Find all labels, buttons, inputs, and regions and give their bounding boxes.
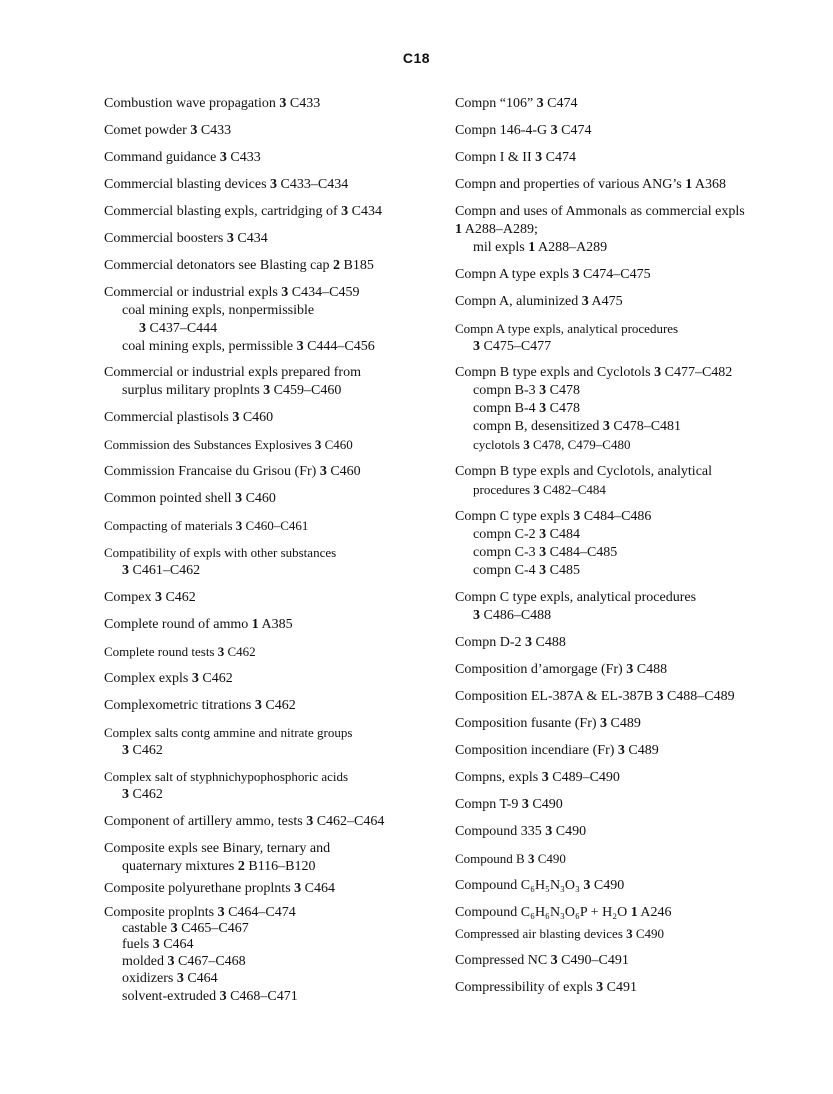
index-subentry (104, 338, 439, 356)
entry-text: Complete round tests (104, 644, 218, 659)
index-subentry (455, 400, 805, 418)
entry-text: coal mining expls, nonpermissible (122, 303, 315, 318)
volume-number: 3 (523, 437, 530, 452)
entry-text: Compn and uses of Ammonals as commercial expls (455, 204, 745, 219)
page-reference: C460 (242, 491, 276, 506)
page-reference: C462 (161, 590, 196, 605)
entry-text: Common pointed shell (104, 491, 236, 506)
page-reference: C444–C456 (303, 339, 375, 354)
volume-number: 3 (533, 482, 540, 497)
entry-text: Compn I & II (455, 150, 536, 165)
entry-text: solvent-extruded (122, 989, 220, 1004)
entry-text: Commercial detonators see Blasting cap (104, 258, 333, 273)
volume-number: 3 (235, 518, 243, 533)
entry-text: cyclotols (473, 437, 524, 452)
page-reference: C484–C486 (580, 509, 652, 524)
volume-number: 2 (333, 258, 340, 273)
page-reference: C489 (607, 716, 641, 731)
entry-text: coal mining expls, permissible (122, 339, 297, 354)
index-entry (104, 203, 439, 221)
entry-text: Composition d’amorgage (Fr) (455, 662, 627, 677)
index-subentry (104, 786, 439, 804)
entry-text: Combustion wave propagation (104, 96, 280, 111)
index-entry (104, 697, 439, 715)
page-reference: C484–C485 (546, 545, 618, 560)
page-reference: C462–C464 (313, 814, 385, 829)
index-entry (104, 517, 439, 535)
index-entry (104, 257, 439, 275)
volume-number: 3 (581, 294, 589, 309)
index-subentry (455, 481, 805, 499)
entry-text: Compatibility of expls with other substances (104, 545, 337, 560)
entry-text: compn B-3 (473, 383, 540, 398)
entry-text: Compn T-9 (455, 797, 522, 812)
volume-number: 3 (319, 464, 327, 479)
index-entry (455, 952, 805, 970)
volume-number: 3 (600, 716, 608, 731)
page-reference: C486–C488 (480, 608, 552, 623)
page-reference: A246 (637, 905, 672, 920)
index-entry (455, 149, 805, 167)
index-entry (104, 544, 439, 562)
index-subentry (104, 936, 439, 954)
volume-number: 3 (191, 671, 199, 686)
entry-text: Compound C₆H₆N₃O₆P + H₂O (455, 905, 631, 920)
entry-text: Complex salt of styphnichypophosphoric acids (104, 769, 349, 784)
index-entry (455, 979, 805, 997)
volume-number: 3 (341, 204, 349, 219)
index-entry (455, 203, 805, 221)
index-subentry (104, 988, 439, 1006)
entry-text: Compn and properties of various ANG’s (455, 177, 686, 192)
volume-number: 3 (626, 662, 634, 677)
volume-number: 3 (167, 954, 175, 969)
entry-text: Compressed air blasting devices (455, 926, 627, 941)
page-reference: C478–C481 (609, 419, 682, 434)
entry-text: Complexometric titrations (104, 698, 255, 713)
index-entry (104, 122, 439, 140)
volume-number: 3 (617, 743, 625, 758)
entry-text: surplus military proplnts (122, 383, 264, 398)
volume-number: 3 (656, 689, 664, 704)
entry-text: Commercial or industrial expls prepared from (104, 365, 361, 380)
volume-number: 3 (219, 989, 227, 1004)
page-reference: C474 (543, 96, 578, 111)
index-subentry (455, 418, 805, 436)
page-reference: C434–C459 (288, 285, 360, 300)
page-reference: C460 (321, 437, 353, 452)
page-reference: C462 (261, 698, 296, 713)
index-entry (455, 364, 805, 382)
entry-text: compn C-4 (473, 563, 540, 578)
volume-number: 3 (217, 905, 225, 920)
entry-text: Compound 335 (455, 824, 546, 839)
volume-number: 3 (176, 971, 184, 986)
entry-text: Composition incendiare (Fr) (455, 743, 618, 758)
page-reference: C482–C484 (539, 482, 606, 497)
index-entry (104, 670, 439, 688)
page-reference: C489 (624, 743, 659, 758)
index-entry (104, 436, 439, 454)
entry-text: Commercial boosters (104, 231, 227, 246)
entry-text: Comet powder (104, 123, 191, 138)
index-subentry (104, 562, 439, 580)
volume-number: 3 (170, 921, 178, 936)
page-reference: C491 (603, 980, 638, 995)
index-entry (455, 796, 805, 814)
entry-text: compn C-3 (473, 545, 540, 560)
volume-number: 3 (122, 743, 129, 758)
volume-number: 3 (473, 608, 480, 623)
volume-number: 3 (122, 787, 129, 802)
index-entry (455, 823, 805, 841)
index-entry (455, 508, 805, 526)
volume-number: 3 (219, 150, 227, 165)
index-entry (104, 364, 439, 382)
index-entry (104, 176, 439, 194)
volume-number: 3 (573, 509, 581, 524)
page-reference: A288–A289; (462, 222, 538, 237)
entry-text: Component of artillery ammo, tests (104, 814, 307, 829)
volume-number: 3 (217, 644, 225, 659)
entry-text: oxidizers (122, 971, 177, 986)
entry-text: Commission Francaise du Grisou (Fr) (104, 464, 320, 479)
page-reference: C478, C479–C480 (529, 437, 631, 452)
page-reference: B185 (340, 258, 374, 273)
index-entry (455, 904, 805, 922)
index-entry (104, 230, 439, 248)
index-subentry (455, 436, 805, 454)
entry-text: Compn B type expls and Cyclotols (455, 365, 655, 380)
page-reference: C477–C482 (661, 365, 733, 380)
index-subentry (455, 562, 805, 580)
page-reference: C468–C471 (226, 989, 298, 1004)
page-reference: C490 (534, 851, 566, 866)
page-reference: C475–C477 (480, 339, 552, 354)
page-reference: C462 (129, 787, 163, 802)
index-entry (104, 284, 439, 302)
page-reference: C467–C468 (174, 954, 246, 969)
entry-text: Compex (104, 590, 155, 605)
volume-number: 3 (539, 527, 547, 542)
entry-text: Composite expls see Binary, ternary and (104, 841, 331, 856)
index-entry (455, 176, 805, 194)
page-reference: C460 (239, 410, 274, 425)
volume-number: 3 (541, 770, 549, 785)
entry-text: mil expls (473, 240, 529, 255)
index-entry (455, 463, 805, 481)
volume-number: 1 (455, 222, 462, 237)
entry-text: Compound C₆H₅N₃O₃ (455, 878, 584, 893)
index-entry (455, 661, 805, 679)
volume-number: 3 (596, 980, 604, 995)
index-entry (104, 463, 439, 481)
index-subentry (104, 953, 439, 971)
entry-text: Commercial blasting devices (104, 177, 271, 192)
volume-number: 3 (281, 285, 289, 300)
volume-number: 3 (154, 590, 162, 605)
entry-text: Commercial plastisols (104, 410, 233, 425)
index-entry (104, 880, 439, 898)
page-reference: B116–B120 (244, 859, 316, 874)
page-reference: C488 (633, 662, 668, 677)
index-entry (455, 95, 805, 113)
volume-number: 3 (235, 491, 243, 506)
page-reference: C437–C444 (146, 321, 218, 336)
index-subentry (104, 742, 439, 760)
index-entry (104, 643, 439, 661)
volume-number: 1 (630, 905, 638, 920)
volume-number: 3 (539, 563, 547, 578)
entry-text: quaternary mixtures (122, 859, 238, 874)
entry-text: procedures (473, 482, 534, 497)
page-reference: C474 (557, 123, 592, 138)
page-number: C18 (402, 50, 431, 66)
index-entry (104, 840, 439, 858)
entry-text: Compacting of materials (104, 518, 236, 533)
index-entry (455, 769, 805, 787)
volume-number: 3 (583, 878, 591, 893)
volume-number: 3 (232, 410, 240, 425)
entry-text: Compound B (455, 851, 528, 866)
page-reference: C478 (546, 401, 580, 416)
page-reference: C478 (546, 383, 580, 398)
page-reference: C434 (348, 204, 383, 219)
entry-text: Complex expls (104, 671, 192, 686)
page-reference: C433 (226, 150, 261, 165)
volume-number: 3 (473, 339, 480, 354)
entry-text: Compn A type expls (455, 267, 573, 282)
volume-number: 3 (226, 231, 234, 246)
index-subentry (104, 858, 439, 876)
index-subentry (455, 607, 805, 625)
index-subentry (455, 382, 805, 400)
index-entry (455, 877, 805, 895)
index-entry (455, 742, 805, 760)
index-entry (455, 715, 805, 733)
volume-number: 3 (263, 383, 271, 398)
entry-text: Compn A type expls, analytical procedures (455, 321, 679, 336)
entry-text: Compn B type expls and Cyclotols, analytical (455, 464, 713, 479)
page-reference: C484 (546, 527, 580, 542)
index-entry (104, 589, 439, 607)
entry-text: Compn 146-4-G (455, 123, 551, 138)
index-entry (104, 95, 439, 113)
page-reference: C490 (528, 797, 563, 812)
page-reference: C464–C474 (224, 905, 296, 920)
page-reference: C462 (224, 644, 256, 659)
entry-text: Complete round of ammo (104, 617, 252, 632)
page-reference: C459–C460 (270, 383, 342, 398)
index-subentry (455, 239, 805, 257)
volume-number: 3 (539, 401, 547, 416)
index-subentry (455, 526, 805, 544)
page-reference: C488 (532, 635, 566, 650)
volume-number: 3 (306, 814, 314, 829)
index-entry (455, 925, 805, 943)
index-entry (455, 634, 805, 652)
volume-number: 3 (539, 383, 547, 398)
volume-number: 3 (525, 635, 532, 650)
volume-number: 2 (237, 859, 245, 874)
volume-number: 3 (122, 563, 129, 578)
page-reference: C462 (198, 671, 233, 686)
volume-number: 3 (572, 267, 580, 282)
volume-number: 3 (550, 123, 558, 138)
page-reference: C461–C462 (129, 563, 201, 578)
page-reference: C485 (546, 563, 580, 578)
volume-number: 3 (190, 123, 198, 138)
entry-text: Compn C type expls, analytical procedures (455, 590, 697, 605)
entry-text: compn C-2 (473, 527, 540, 542)
index-entry (104, 904, 439, 922)
entry-text: Commercial blasting expls, cartridging of (104, 204, 342, 219)
entry-text: Complex salts contg ammine and nitrate groups (104, 725, 353, 740)
entry-text: Composition fusante (Fr) (455, 716, 601, 731)
entry-text: fuels (122, 937, 153, 952)
page-reference: C465–C467 (177, 921, 249, 936)
entry-text: Commission des Substances Explosives (104, 437, 315, 452)
volume-number: 3 (535, 150, 543, 165)
entry-text: Composite polyurethane proplnts (104, 881, 295, 896)
volume-number: 3 (314, 437, 322, 452)
entry-text: molded (122, 954, 168, 969)
volume-number: 3 (152, 937, 160, 952)
page-reference: C433 (286, 96, 321, 111)
volume-number: 3 (296, 339, 304, 354)
entry-text: Compn “106” (455, 96, 537, 111)
volume-number: 3 (270, 177, 278, 192)
entry-text: compn B, desensitized (473, 419, 603, 434)
page-reference: C464 (301, 881, 335, 896)
volume-number: 3 (294, 881, 302, 896)
index-entry (104, 768, 439, 786)
volume-number: 1 (528, 240, 536, 255)
volume-number: 3 (626, 926, 633, 941)
entry-text: Command guidance (104, 150, 220, 165)
page-reference: C474–C475 (579, 267, 651, 282)
volume-number: 3 (536, 96, 544, 111)
index-entry (104, 409, 439, 427)
entry-text: compn B-4 (473, 401, 540, 416)
page-reference: C434 (233, 231, 268, 246)
page-reference: C433–C434 (277, 177, 349, 192)
entry-text: Compressed NC (455, 953, 551, 968)
entry-text: Commercial or industrial expls (104, 285, 282, 300)
page-reference: C474 (542, 150, 576, 165)
page-reference: A368 (692, 177, 727, 192)
index-subentry (104, 302, 439, 320)
index-entry (104, 813, 439, 831)
index-entry (455, 688, 805, 706)
index-entry (104, 724, 439, 742)
index-subentry (104, 920, 439, 938)
entry-text: Composition EL-387A & EL-387B (455, 689, 657, 704)
volume-number: 3 (527, 851, 535, 866)
volume-number: 3 (254, 698, 262, 713)
page-reference: A475 (588, 294, 623, 309)
page-reference: C433 (197, 123, 232, 138)
index-entry (455, 320, 805, 338)
volume-number: 1 (251, 617, 259, 632)
volume-number: 3 (602, 419, 610, 434)
index-subentry (455, 544, 805, 562)
volume-number: 3 (654, 365, 662, 380)
page-reference: C460 (326, 464, 361, 479)
page-reference: A288–A289 (535, 240, 608, 255)
page-reference: C490 (632, 926, 665, 941)
volume-number: 3 (545, 824, 553, 839)
volume-number: 1 (685, 177, 693, 192)
page-reference: C490 (552, 824, 587, 839)
entry-text: Compn D-2 (455, 635, 525, 650)
volume-number: 3 (521, 797, 529, 812)
index-entry (455, 293, 805, 311)
index-subentry (455, 338, 805, 356)
page-reference: C460–C461 (242, 518, 309, 533)
index-subentry (104, 320, 439, 338)
page-reference: C464 (183, 971, 218, 986)
volume-number: 3 (550, 953, 558, 968)
page-reference: A385 (258, 617, 293, 632)
volume-number: 3 (139, 321, 146, 336)
index-entry (104, 490, 439, 508)
entry-text: Compns, expls (455, 770, 542, 785)
volume-number: 3 (539, 545, 547, 560)
entry-text: castable (122, 921, 171, 936)
index-subentry (104, 970, 439, 988)
page-reference: C462 (129, 743, 163, 758)
index-entry (455, 850, 805, 868)
entry-text: Compn C type expls (455, 509, 574, 524)
index-entry (104, 149, 439, 167)
entry-text: Compressibility of expls (455, 980, 597, 995)
page-reference: C490 (590, 878, 625, 893)
index-entry (455, 122, 805, 140)
page-reference: C489–C490 (548, 770, 620, 785)
page-reference: C490–C491 (557, 953, 629, 968)
page-reference: C488–C489 (663, 689, 735, 704)
index-entry (104, 616, 439, 634)
entry-text: Composite proplnts (104, 905, 218, 920)
index-subentry (455, 221, 805, 239)
page-reference: C464 (159, 937, 194, 952)
entry-text: Compn A, aluminized (455, 294, 582, 309)
index-entry (455, 266, 805, 284)
index-subentry (104, 382, 439, 400)
index-entry (455, 589, 805, 607)
volume-number: 3 (279, 96, 287, 111)
